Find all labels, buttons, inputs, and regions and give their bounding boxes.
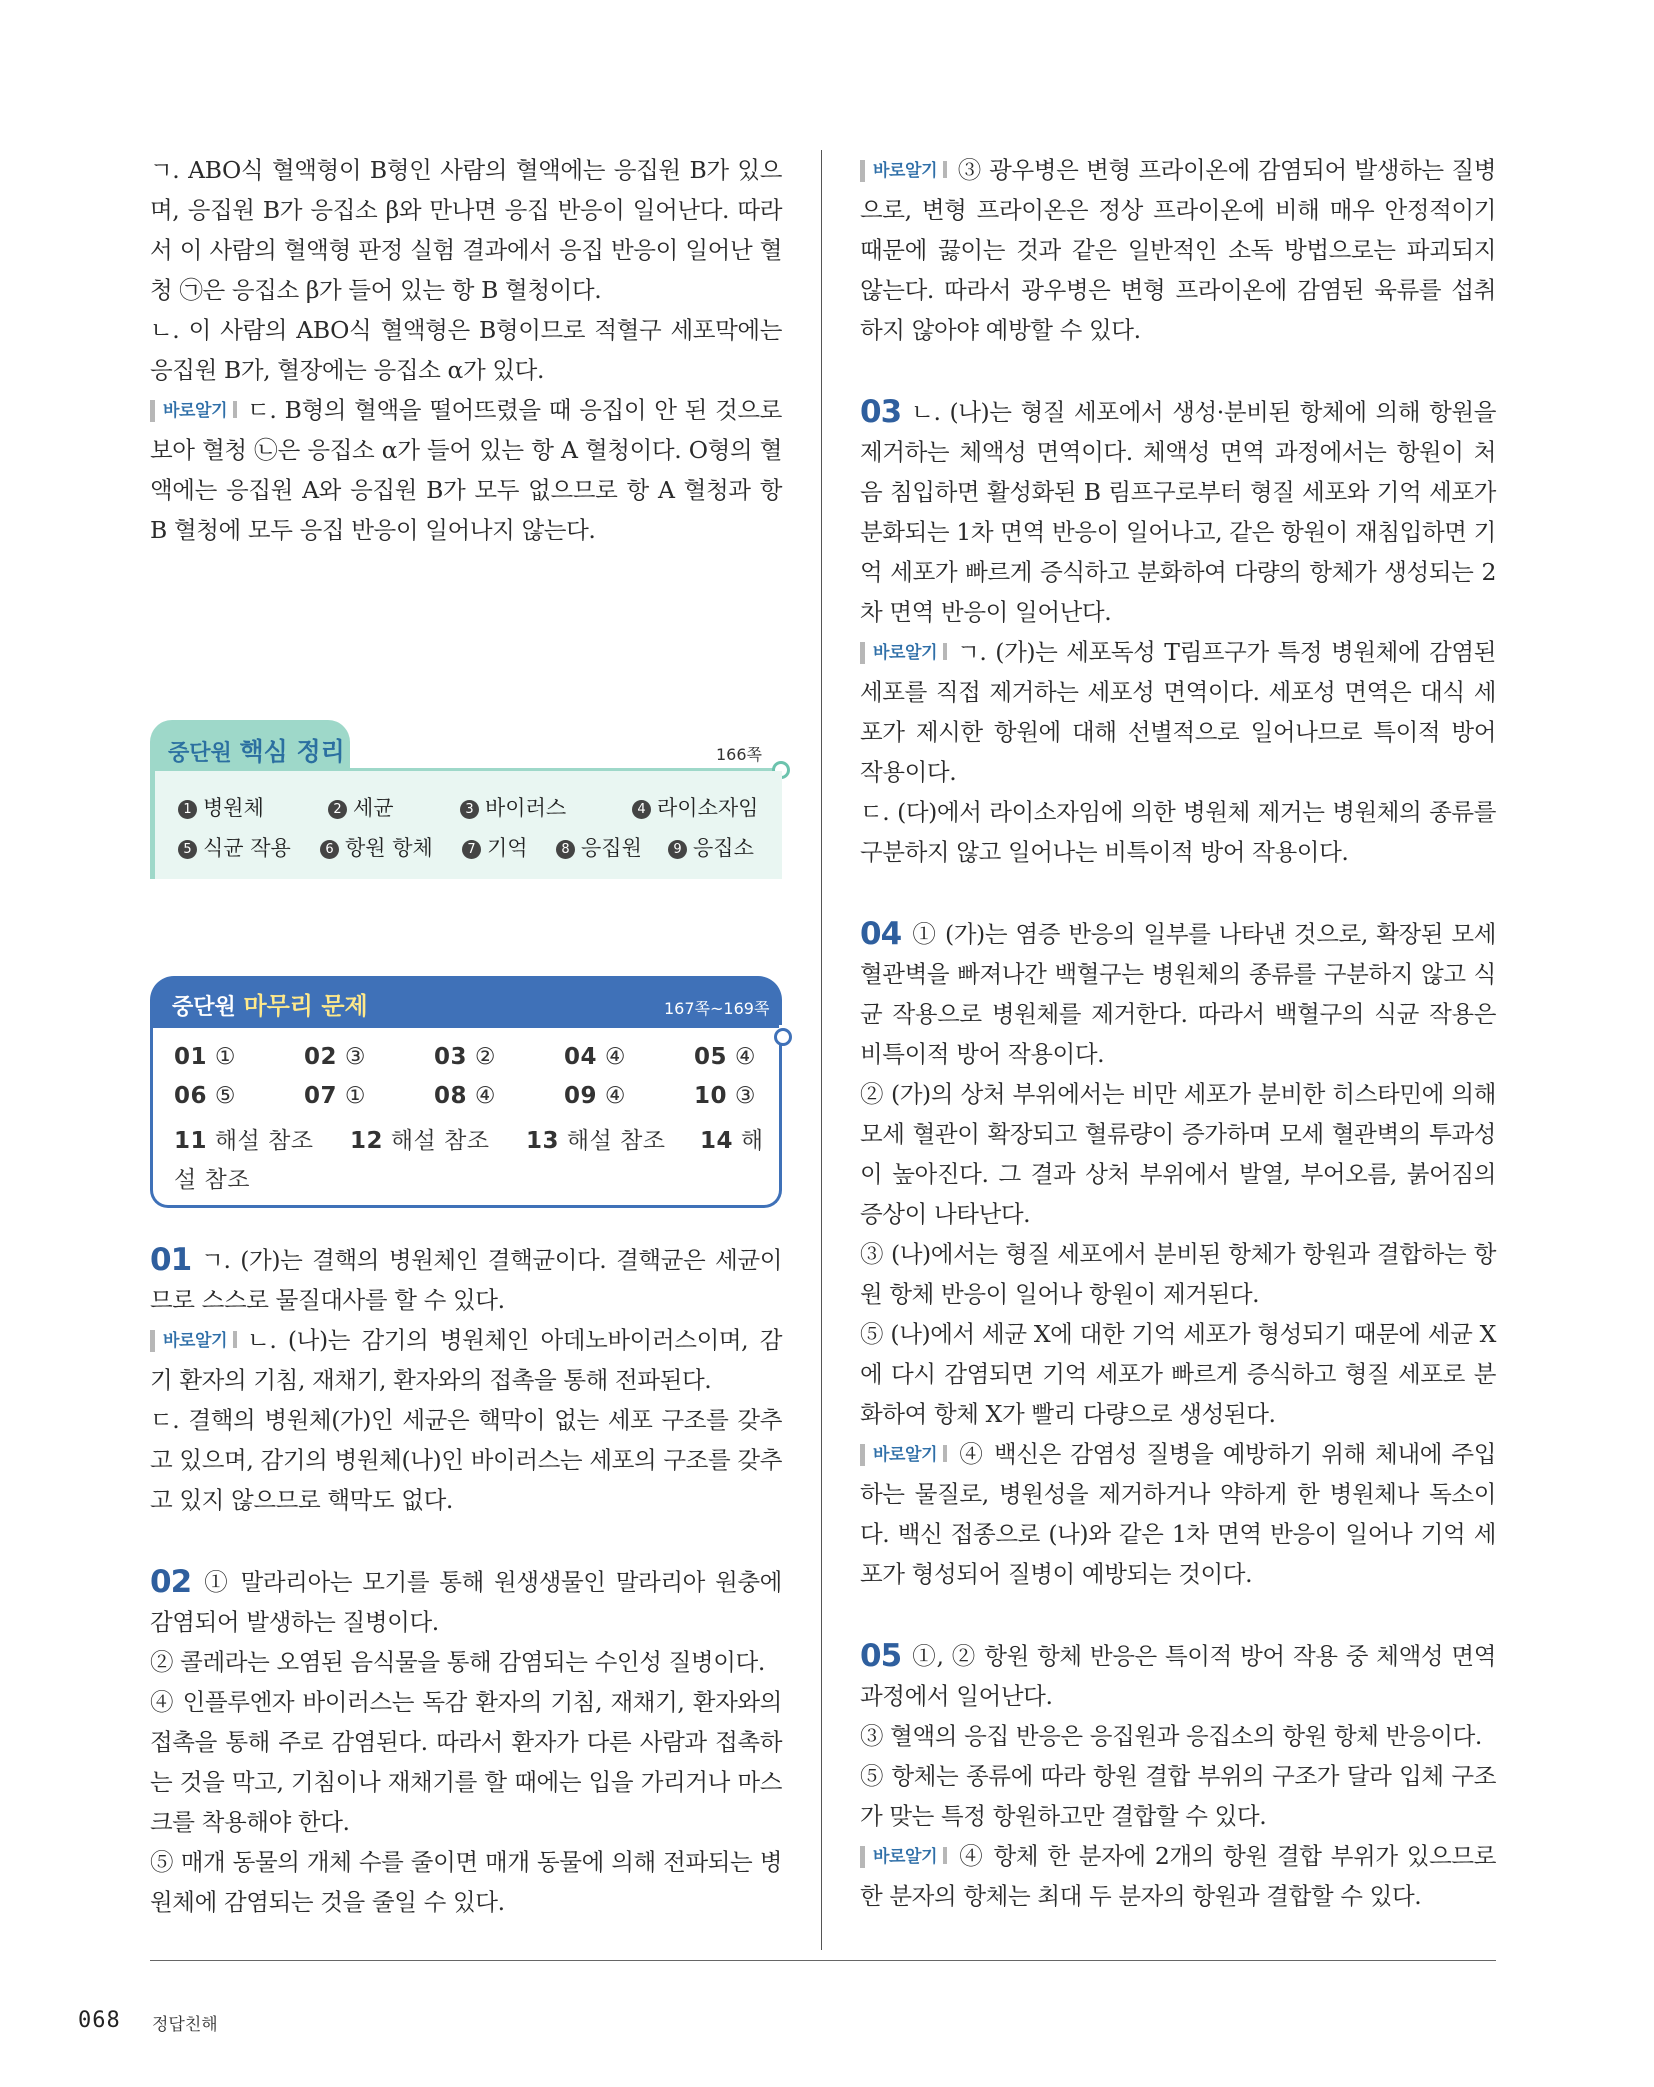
explanation-paragraph: ④ 인플루엔자 바이러스는 독감 환자의 기침, 재채기, 환자와의 접촉을 통해 주로 감염된다. 따라서 환자가 다른 사람과 접촉하는 것을 막고, 기침이나 재채기를 할 때에는 입을 가리거나 마스크를 착용해야 한다. <box>150 1688 782 1836</box>
answer-item: 07 ① <box>304 1083 366 1109</box>
summary-box <box>150 771 782 879</box>
answer-item: 11 해설 참조 <box>174 1128 314 1154</box>
page-number: 068 <box>78 2008 121 2033</box>
question-number: 02 <box>150 1564 192 1600</box>
explanation-paragraph: ㄴ. 이 사람의 ABO식 혈액형은 B형이므로 적혈구 세포막에는 응집원 B가, 혈장에는 응집소 α가 있다. <box>150 316 782 384</box>
correction-paragraph: 바로알기 ④ 항체 한 분자에 2개의 항원 결합 부위가 있으므로 한 분자의 항체는 최대 두 분자의 항원과 결합할 수 있다. <box>860 1842 1496 1910</box>
answer-item: 12 해설 참조 <box>350 1128 490 1154</box>
answer-item: 06 ⑤ <box>174 1083 236 1109</box>
keyword-item: 7 기억 <box>462 832 528 862</box>
correction-paragraph: 바로알기 ④ 백신은 감염성 질병을 예방하기 위해 체내에 주입하는 물질로, 병원성을 제거하거나 약하게 한 병원체나 독소이다. 백신 접종으로 (나)와 같은 1차 면역 반응이 일어나 기억 세포가 형성되어 질병이 예방되는 것이다. <box>860 1440 1497 1588</box>
explanation-paragraph: ③ (나)에서는 형질 세포에서 분비된 항체가 항원과 결합하는 항원 항체 반응이 일어나 항원이 제거된다. <box>860 1240 1496 1308</box>
answer-item: 03 ② <box>434 1044 496 1070</box>
explanation-paragraph: ㄷ. 결핵의 병원체(가)인 세균은 핵막이 없는 세포 구조를 갖추고 있으며, 감기의 병원체(나)인 바이러스는 세포의 구조를 갖추고 있지 않으므로 핵막도 없다. <box>150 1406 782 1514</box>
column-divider <box>821 150 822 1950</box>
answer-item: 05 ④ <box>694 1044 756 1070</box>
correction-paragraph: 바로알기 ③ 광우병은 변형 프라이온에 감염되어 발생하는 질병으로, 변형 프라이온은 정상 프라이온에 비해 매우 안정적이기 때문에 끓이는 것과 같은 일반적인 소독 방법으로는 파괴되지 않는다. 따라서 광우병은 변형 프라이온에 감염된 육류를 섭취하지 않아야 예방할 수 있다. <box>860 156 1496 344</box>
question-number: 03 <box>860 394 902 430</box>
keyword-item: 3 바이러스 <box>460 792 566 822</box>
question-number: 01 <box>150 1242 192 1278</box>
answer-item: 01 ① <box>174 1044 236 1070</box>
correction-tag: 바로알기 <box>150 1330 237 1352</box>
correction-tag: 바로알기 <box>860 642 947 664</box>
answer-explanation-04: 04 ① (가)는 염증 반응의 일부를 나타낸 것으로, 확장된 모세혈관벽을 빠져나간 백혈구는 병원체의 종류를 구분하지 않고 식균 작용으로 병원체를 제거한다. 따라서 백혈구의 식균 작용은 비특이적 방어 작용이다. <box>860 916 1496 1068</box>
footer-book-label: 정답친해 <box>152 2015 218 2035</box>
answer-box-title: 중단원 마무리 문제 <box>172 992 368 1020</box>
keyword-item: 8 응집원 <box>556 832 642 862</box>
answer-box-page: 167쪽~169쪽 <box>664 999 770 1018</box>
answer-item-wrap: 설 참조 <box>174 1167 250 1193</box>
summary-box-title: 중단원 핵심 정리 <box>168 737 345 766</box>
explanation-paragraph: ㄷ. (다)에서 라이소자임에 의한 병원체 제거는 병원체의 종류를 구분하지 않고 일어나는 비특이적 방어 작용이다. <box>860 798 1496 866</box>
keyword-item: 4 라이소자임 <box>632 792 758 822</box>
question-number: 04 <box>860 916 902 952</box>
explanation-paragraph: ㄱ. ABO식 혈액형이 B형인 사람의 혈액에는 응집원 B가 있으며, 응집원 B가 응집소 β와 만나면 응집 반응이 일어난다. 따라서 이 사람의 혈액형 판정 실험 결과에서 응집 반응이 일어난 혈청 ㉠은 응집소 β가 들어 있는 항 B 혈청이다. <box>150 156 782 304</box>
question-number: 05 <box>860 1638 902 1674</box>
correction-tag: 바로알기 <box>860 1444 947 1466</box>
correction-paragraph: 바로알기 ㄱ. (가)는 세포독성 T림프구가 특정 병원체에 감염된 세포를 직접 제거하는 세포성 면역이다. 세포성 면역은 대식 세포가 제시한 항원에 대해 선별적으로 일어나므로 특이적 방어 작용이다. <box>860 638 1496 786</box>
answer-explanation-02: 02 ① 말라리아는 모기를 통해 원생생물인 말라리아 원충에 감염되어 발생하는 질병이다. <box>150 1564 782 1636</box>
answer-box-dot <box>774 1028 792 1046</box>
explanation-paragraph: ② 콜레라는 오염된 음식물을 통해 감염되는 수인성 질병이다. <box>150 1648 765 1676</box>
correction-paragraph: 바로알기 ㄷ. B형의 혈액을 떨어뜨렸을 때 응집이 안 된 것으로 보아 혈청 ㉡은 응집소 α가 들어 있는 항 A 혈청이다. O형의 혈액에는 응집원 A와 응집원 B가 모두 없으므로 항 A 혈청과 항 B 혈청에 모두 응집 반응이 일어나지 않는다. <box>150 396 782 544</box>
answer-item: 04 ④ <box>564 1044 626 1070</box>
explanation-paragraph: ③ 혈액의 응집 반응은 응집원과 응집소의 항원 항체 반응이다. <box>860 1722 1482 1750</box>
footer-rule <box>150 1960 1496 1961</box>
keyword-item: 1 병원체 <box>178 792 264 822</box>
correction-tag: 바로알기 <box>860 160 947 182</box>
answer-item: 02 ③ <box>304 1044 366 1070</box>
answer-explanation-01: 01 ㄱ. (가)는 결핵의 병원체인 결핵균이다. 결핵균은 세균이므로 스스로 물질대사를 할 수 있다. <box>150 1242 782 1314</box>
correction-tag: 바로알기 <box>150 400 237 422</box>
keyword-item: 5 식균 작용 <box>178 832 291 862</box>
correction-paragraph: 바로알기 ㄴ. (나)는 감기의 병원체인 아데노바이러스이며, 감기 환자의 기침, 재채기, 환자와의 접촉을 통해 전파된다. <box>150 1326 782 1394</box>
answer-item: 09 ④ <box>564 1083 626 1109</box>
explanation-paragraph: ⑤ (나)에서 세균 X에 대한 기억 세포가 형성되기 때문에 세균 X에 다시 감염되면 기억 세포가 빠르게 증식하고 형질 세포로 분화하여 항체 X가 빨리 다량으로 생성된다. <box>860 1320 1496 1428</box>
answer-item: 08 ④ <box>434 1083 496 1109</box>
summary-box-page: 166쪽 <box>716 745 762 764</box>
explanation-paragraph: ② (가)의 상처 부위에서는 비만 세포가 분비한 히스타민에 의해 모세 혈관이 확장되고 혈류량이 증가하며 모세 혈관벽의 투과성이 높아진다. 그 결과 상처 부위에서 발열, 부어오름, 붉어짐의 증상이 나타난다. <box>860 1080 1496 1228</box>
keyword-item: 6 항원 항체 <box>320 832 433 862</box>
answer-explanation-03: 03 ㄴ. (나)는 형질 세포에서 생성·분비된 항체에 의해 항원을 제거하는 체액성 면역이다. 체액성 면역 과정에서는 항원이 처음 침입하면 활성화된 B 림프구로부터 형질 세포와 기억 세포가 분화되는 1차 면역 반응이 일어나고, 같은 항원이 재침입하면 기억 세포가 빠르게 증식하고 분화하여 다량의 항체가 생성되는 2차 면역 반응이 일어난다. <box>860 394 1496 626</box>
answer-item: 10 ③ <box>694 1083 756 1109</box>
explanation-paragraph: ⑤ 항체는 종류에 따라 항원 결합 부위의 구조가 달라 입체 구조가 맞는 특정 항원하고만 결합할 수 있다. <box>860 1762 1496 1830</box>
answer-item: 14 해 <box>700 1128 764 1154</box>
keyword-item: 2 세균 <box>328 792 394 822</box>
answer-explanation-05: 05 ①, ② 항원 항체 반응은 특이적 방어 작용 중 체액성 면역 과정에서 일어난다. <box>860 1638 1496 1710</box>
explanation-paragraph: ⑤ 매개 동물의 개체 수를 줄이면 매개 동물에 의해 전파되는 병원체에 감염되는 것을 줄일 수 있다. <box>150 1848 782 1916</box>
correction-tag: 바로알기 <box>860 1846 947 1868</box>
answer-item: 13 해설 참조 <box>526 1128 666 1154</box>
keyword-item: 9 응집소 <box>668 832 754 862</box>
